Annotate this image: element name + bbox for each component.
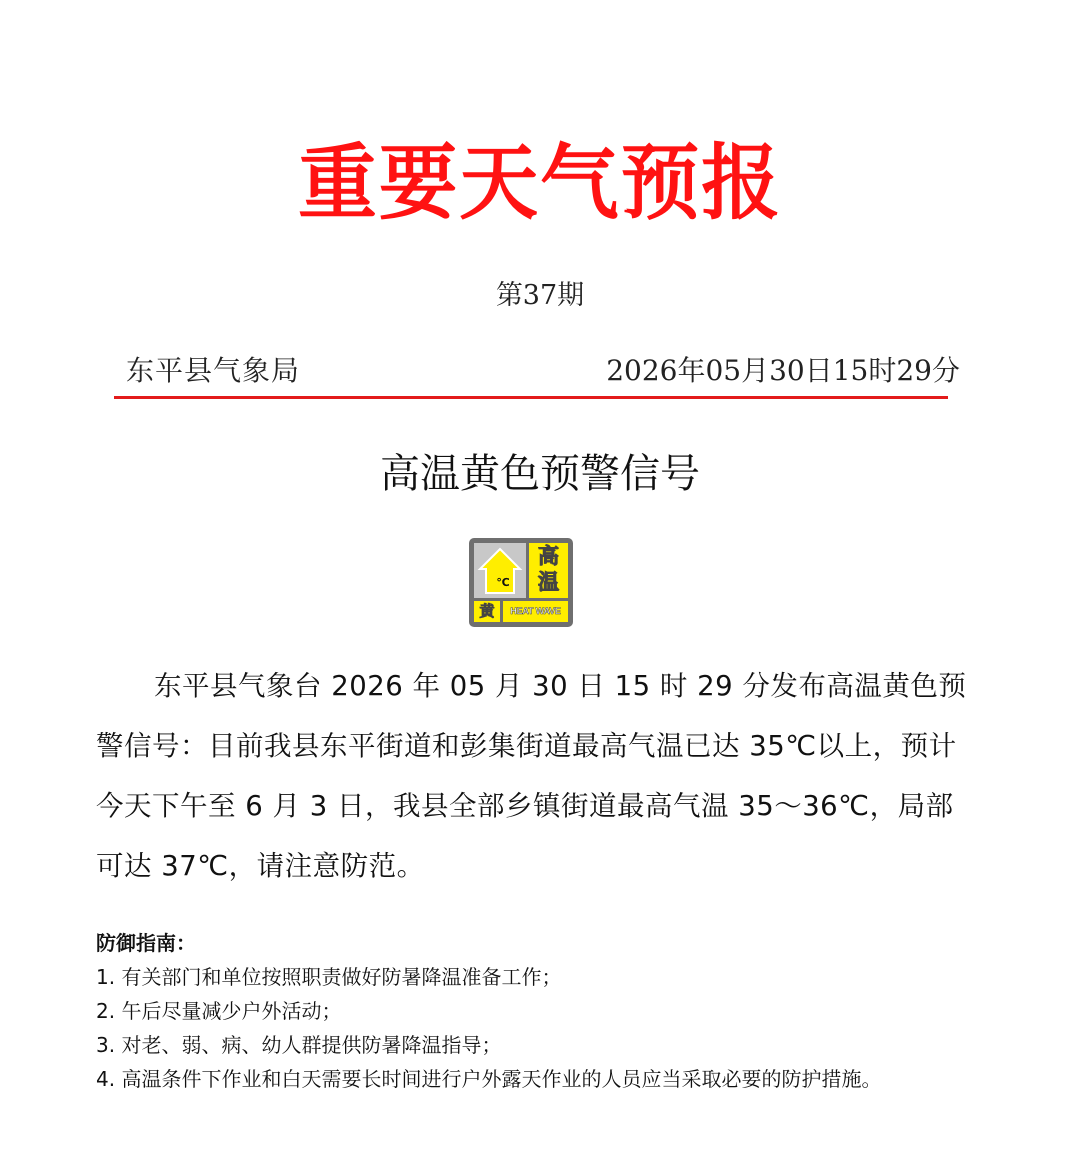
degree-symbol: ℃ — [496, 576, 510, 589]
badge-char-high: 高 — [538, 544, 559, 568]
issuer-name: 东平县气象局 — [126, 354, 301, 387]
badge-level-char: 黄 — [474, 601, 500, 622]
guide-item: 4. 高温条件下作业和白天需要长时间进行户外露天作业的人员应当采取必要的防护措施。 — [96, 1067, 882, 1091]
badge-english-label: HEAT WAVE — [503, 601, 568, 622]
guide-item: 3. 对老、弱、病、幼人群提供防暑降温指导； — [96, 1033, 502, 1057]
signal-title: 高温黄色预警信号 — [380, 451, 700, 497]
heat-wave-yellow-signal-icon — [469, 538, 573, 627]
house-thermometer-icon — [474, 543, 526, 598]
guide-list — [96, 960, 976, 1096]
guide-heading: 防御指南： — [96, 931, 196, 955]
issue-number: 第37期 — [495, 280, 585, 311]
issue-datetime: 2026年05月30日15时29分 — [606, 354, 960, 387]
warning-paragraph: 东平县气象台 2026 年 05 月 30 日 15 时 29 分发布高温黄色预警信号：目前我县东平街道和彭集街道最高气温已达 35℃以上，预计今天下午至 6 月 3 日，我县全部乡镇街道最高气温 35～36℃，局部可达 37℃，请注意防范。 — [96, 670, 967, 882]
guide-item: 2. 午后尽量减少户外活动； — [96, 999, 342, 1023]
red-divider — [114, 396, 948, 399]
defense-guide — [96, 926, 976, 1096]
guide-item: 1. 有关部门和单位按照职责做好防暑降温准备工作； — [96, 965, 562, 989]
badge-char-panel — [529, 543, 568, 598]
masthead-title: 重要天气预报 — [298, 135, 782, 231]
badge-char-temp: 温 — [538, 570, 559, 594]
